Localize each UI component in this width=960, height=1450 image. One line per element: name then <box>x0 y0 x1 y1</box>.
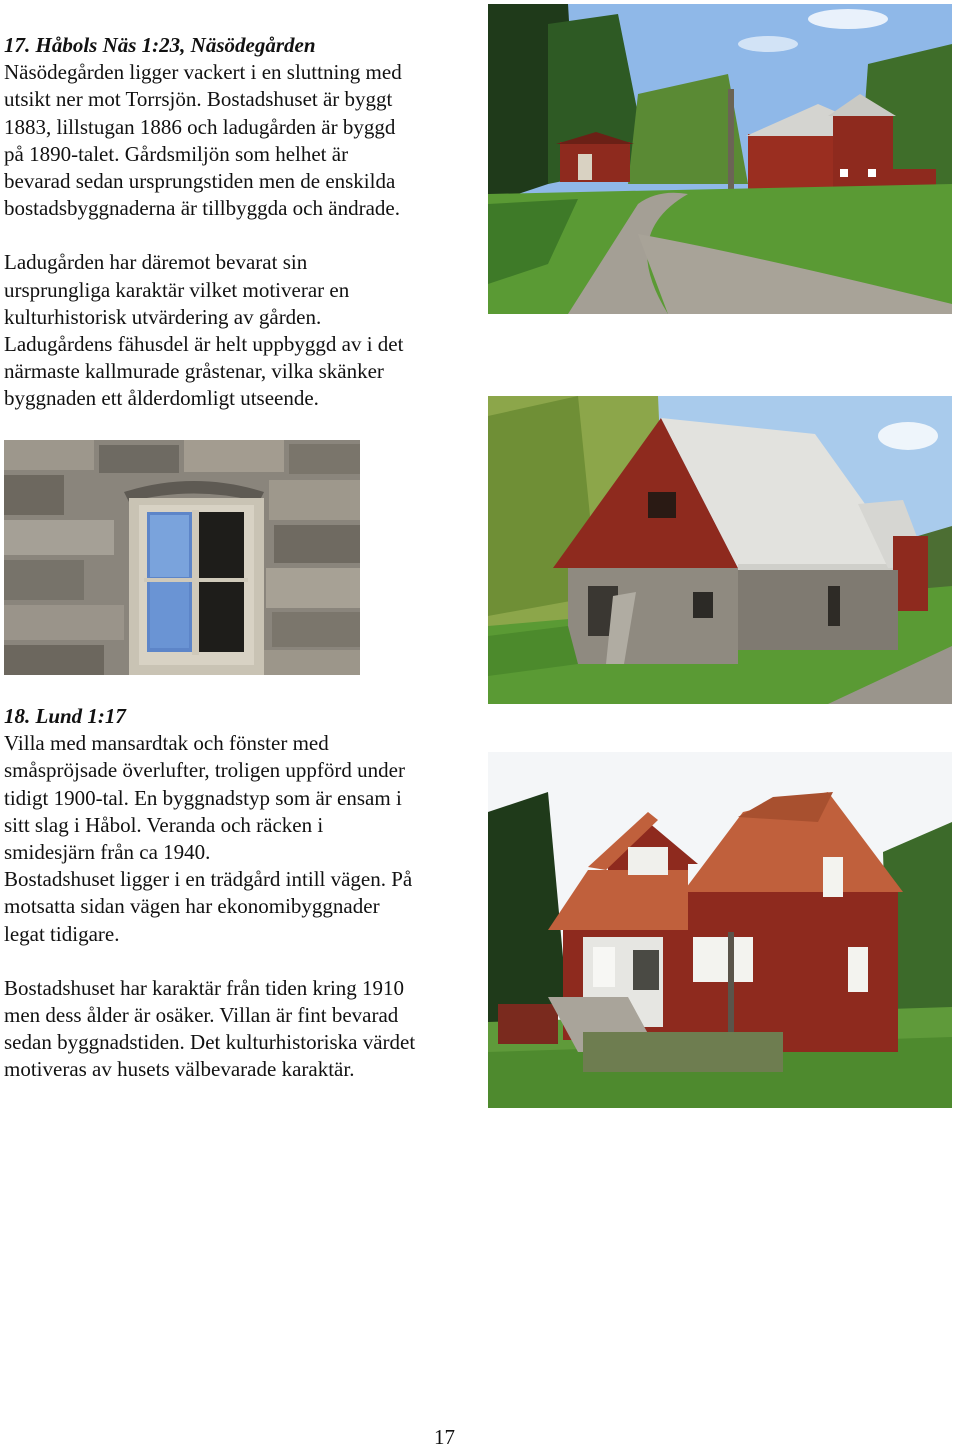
section-17-line-12: byggnaden ett ålderdomligt utseende. <box>4 386 319 411</box>
section-18-line-8: legat tidigare. <box>4 921 120 946</box>
section-18-line-5: smidesjärn från ca 1940. <box>4 840 211 865</box>
section-17-line-4: på 1890-talet. Gårdsmiljön som helhet är <box>4 141 349 166</box>
section-17-line-1: Näsödegården ligger vackert i en sluttning med <box>4 60 402 85</box>
section-18-line-1: Villa med mansardtak och fönster med <box>4 731 329 756</box>
section-17-line-6: bostadsbyggnaderna är tillbyggda och ändrade. <box>4 196 400 221</box>
section-17-line-5: bevarad sedan ursprungstiden men de enskilda <box>4 169 396 194</box>
section-17-line-7: Ladugården har däremot bevarat sin <box>4 250 308 275</box>
section-18-line-4: sitt slag i Håbol. Veranda och räcken i <box>4 812 324 837</box>
section-17-line-9: kulturhistorisk utvärdering av gården. <box>4 304 322 329</box>
section-18-line-7: motsatta sidan vägen har ekonomibyggnader <box>4 894 380 919</box>
section-17-line-3: 1883, lillstugan 1886 och ladugården är byggd <box>4 114 396 139</box>
section-18-line-9: Bostadshuset har karaktär från tiden kring 1910 <box>4 975 405 1000</box>
section-17-line-11: närmaste kallmurade gråstenar, vilka skänker <box>4 359 384 384</box>
section-18-line-3: tidigt 1900-tal. En byggnadstyp som är ensam i <box>4 785 402 810</box>
section-18-line-10: men dess ålder är osäker. Villan är fint bevarad <box>4 1003 399 1028</box>
section-17-line-8: ursprungliga karaktär vilket motiverar en <box>4 277 350 302</box>
photo-stone-barn <box>488 396 952 704</box>
section-17-heading: 17. Håbols Näs 1:23, Näsödegården <box>4 33 316 57</box>
photo-villa <box>488 752 952 1108</box>
section-17-line-2: utsikt ner mot Torrsjön. Bostadshuset är byggt <box>4 87 393 112</box>
section-18-line-12: motiveras av husets välbevarade karaktär. <box>4 1057 355 1082</box>
photo-farmstead <box>488 4 952 314</box>
page-number: 17 <box>434 1425 455 1449</box>
section-18-line-11: sedan byggnadstiden. Det kulturhistoriska värdet <box>4 1030 416 1055</box>
section-18-line-2: småspröjsade överlufter, troligen uppförd under <box>4 758 405 783</box>
photo-stone-window <box>4 440 360 675</box>
section-18-heading: 18. Lund 1:17 <box>4 704 126 728</box>
section-18-line-6: Bostadshuset ligger i en trädgård intill vägen. På <box>4 867 413 892</box>
section-17-text <box>4 32 474 413</box>
section-17-line-10: Ladugårdens fähusdel är helt uppbyggd av i det <box>4 332 404 357</box>
section-18-text <box>4 703 474 1084</box>
